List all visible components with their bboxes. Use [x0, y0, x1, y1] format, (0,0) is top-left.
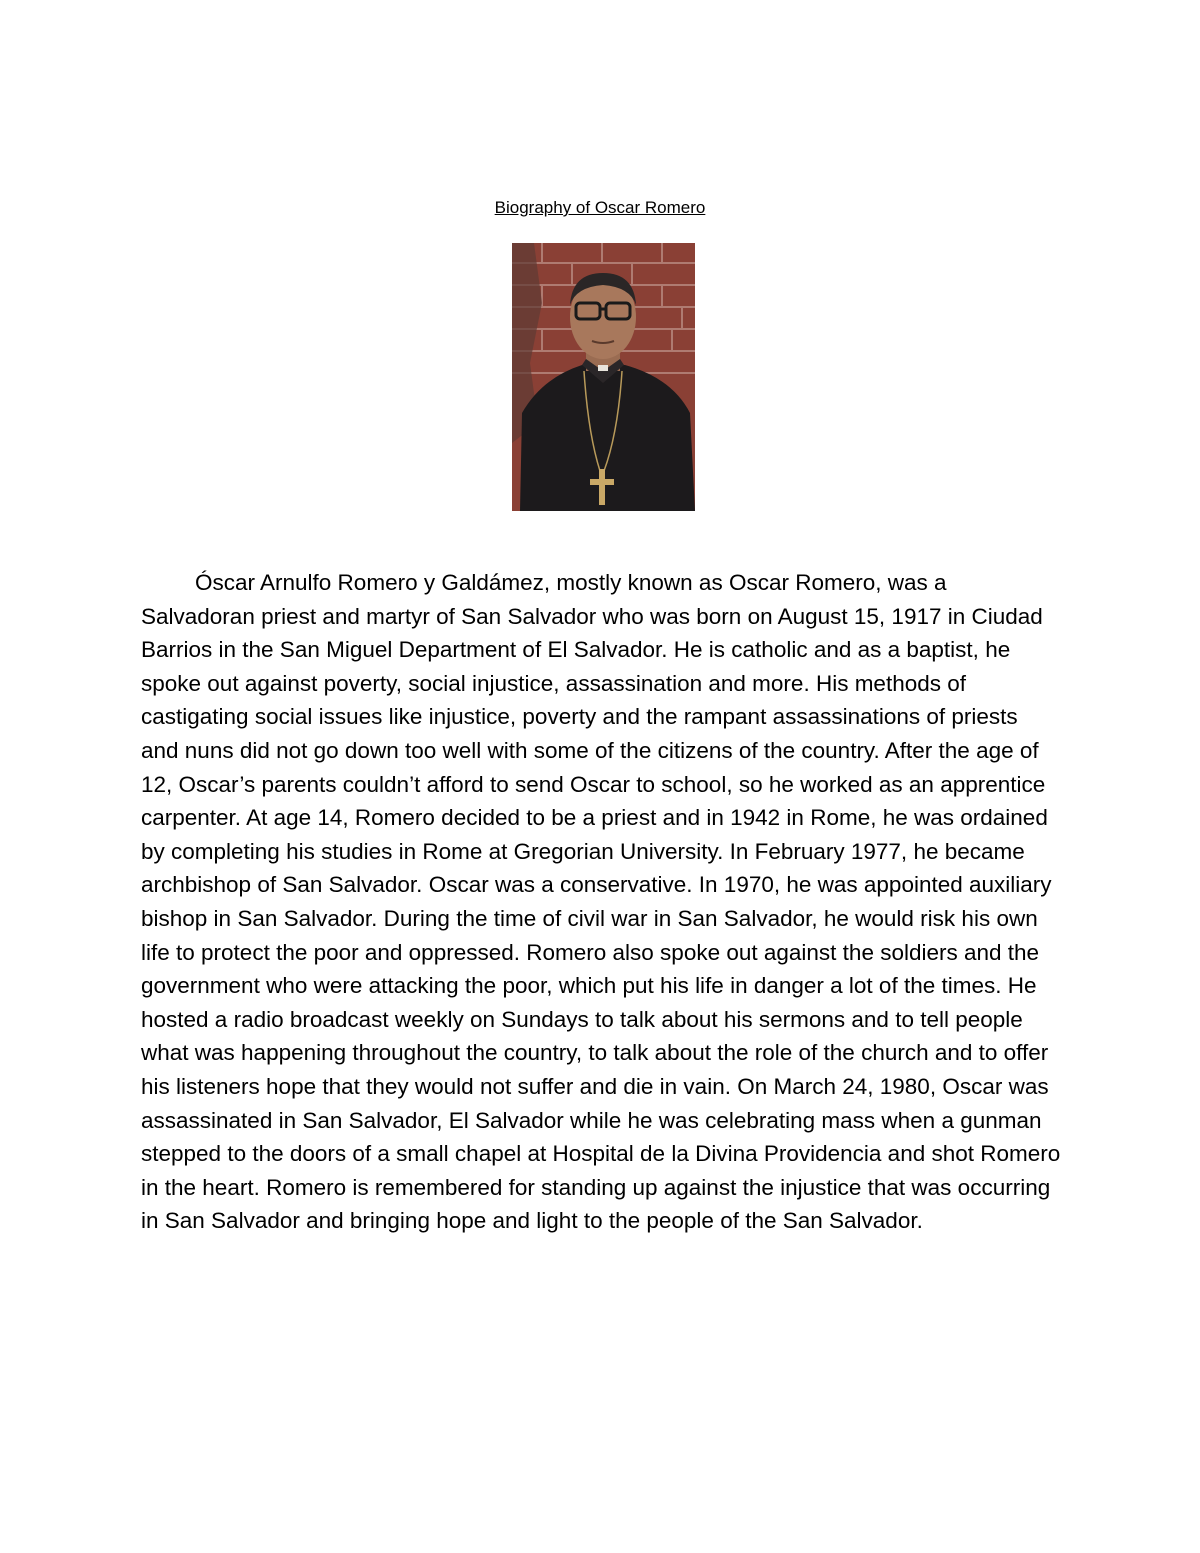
document-title: Biography of Oscar Romero [494, 198, 706, 217]
portrait-illustration [512, 243, 695, 511]
portrait-photo [512, 243, 695, 511]
biography-paragraph: Óscar Arnulfo Romero y Galdámez, mostly known as Oscar Romero, was a Salvadoran priest and martyr of San Salvador who was born on August 15, 1917 in Ciudad Barrios in the San Miguel Department of El Salvador. He is catholic and as a baptist, he spoke out against poverty, social injustice, assassination and more. His methods of castigating social issues like injustice, poverty and the rampant assassinations of priests and nuns did not go down too well with some of the citizens of the country. After the age of 12, Oscar’s parents couldn’t afford to send Oscar to school, so he worked as an apprentice carpenter. At age 14, Romero decided to be a priest and in 1942 in Rome, he was ordained by completing his studies in Rome at Gregorian University. In February 1977, he became archbishop of San Salvador. Oscar was a conservative. In 1970, he was appointed auxiliary bishop in San Salvador. During the time of civil war in San Salvador, he would risk his own life to protect the poor and oppressed. Romero also spoke out against the soldiers and the government who were attacking the poor, which put his life in danger a lot of the times. He hosted a radio broadcast weekly on Sundays to talk about his sermons and to tell people what was happening throughout the country, to talk about the role of the church and to offer his listeners hope that they would not suffer and die in vain. On March 24, 1980, Oscar was assassinated in San Salvador, El Salvador while he was celebrating mass when a gunman stepped to the doors of a small chapel at Hospital de la Divina Providencia and shot Romero in the heart. Romero is remembered for standing up against the injustice that was occurring in San Salvador and bringing hope and light to the people of the San Salvador. [141, 570, 1061, 1234]
